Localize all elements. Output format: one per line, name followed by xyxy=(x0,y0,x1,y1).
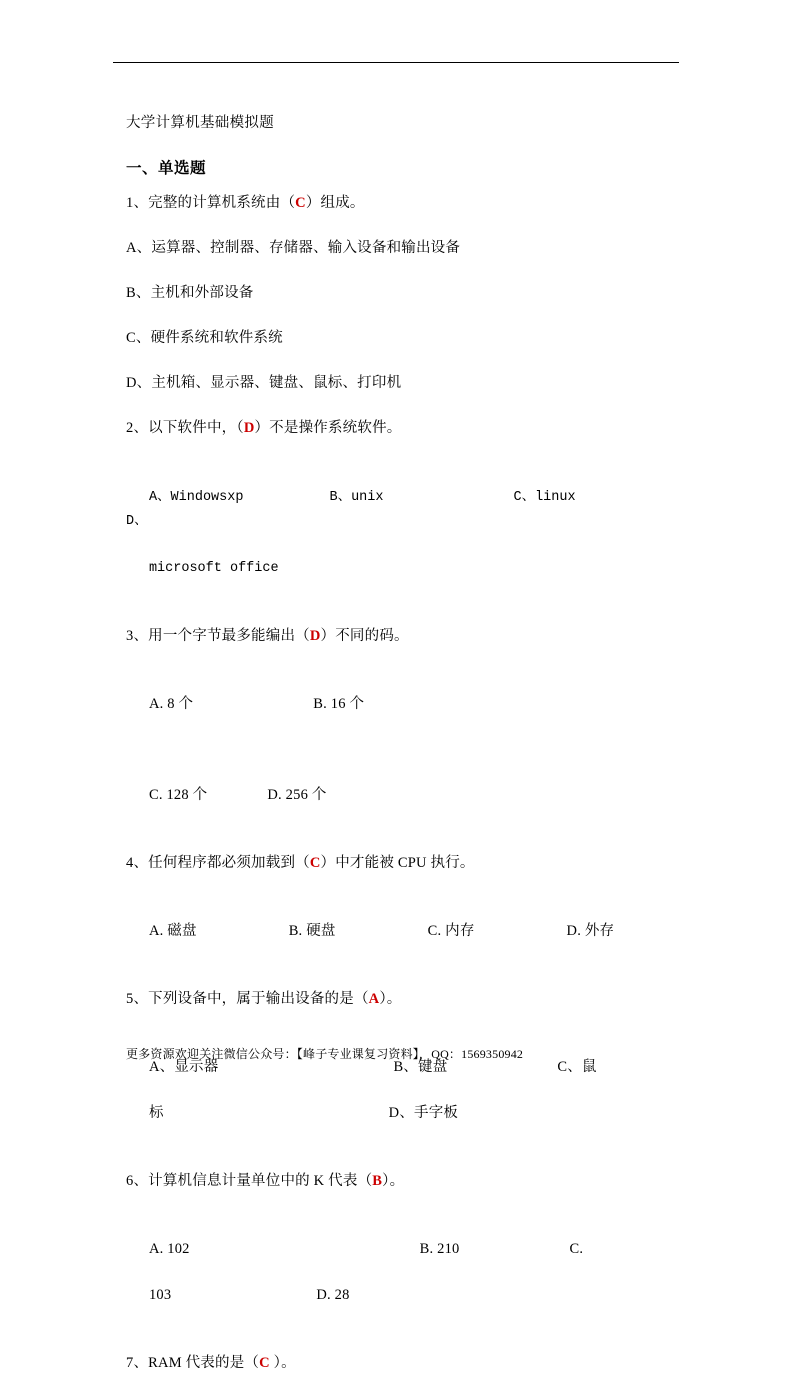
question-4-stem-before: 4、任何程序都必须加载到（ xyxy=(126,855,310,871)
question-2-stem-after: ）不是操作系统软件。 xyxy=(254,420,402,436)
question-5-option-a: A、显示器 xyxy=(148,1059,219,1075)
question-2-options xyxy=(126,462,686,603)
question-1-stem-before: 1、完整的计算机系统由（ xyxy=(126,195,296,211)
question-5-stem-after: ）。 xyxy=(379,991,402,1007)
question-4-answer: C xyxy=(309,855,321,871)
question-3-stem-after: ）不同的码。 xyxy=(320,628,409,644)
question-3-option-d: D. 256 个 xyxy=(267,787,327,803)
document-body xyxy=(126,112,686,1397)
question-3-options-row2 xyxy=(126,761,686,830)
question-4-option-a: A. 磁盘 xyxy=(148,923,197,939)
question-2-option-b: B、unix xyxy=(329,490,384,505)
question-2-stem-before: 2、以下软件中，（ xyxy=(126,420,244,436)
question-6-option-c: C. xyxy=(569,1241,584,1257)
question-3-answer: D xyxy=(309,628,321,644)
question-3-option-c: C. 128 个 xyxy=(148,787,208,803)
question-2-answer: D xyxy=(243,420,255,436)
question-5-stem xyxy=(126,988,686,1011)
question-3-stem-before: 3、用一个字节最多能编出（ xyxy=(126,628,310,644)
question-2-stem xyxy=(126,417,686,440)
question-6-option-b: B. 210 xyxy=(419,1241,460,1257)
question-2-option-c: C、linux xyxy=(513,490,576,505)
question-7-stem-before: 7、RAM 代表的是（ xyxy=(126,1355,260,1371)
question-4-option-b: B. 硬盘 xyxy=(288,923,336,939)
question-3-options-row1 xyxy=(126,670,686,739)
question-2-option-d: D、 xyxy=(126,514,148,529)
question-4-options xyxy=(126,897,686,966)
question-2-option-a: A、Windowsxp xyxy=(148,490,244,505)
question-1-option-a: A、运算器、控制器、存储器、输入设备和输出设备 xyxy=(126,240,461,256)
section-heading: 一、单选题 xyxy=(126,160,207,177)
question-1-option-d: D、主机箱、显示器、键盘、鼠标、打印机 xyxy=(126,375,402,391)
question-5-option-b: B、键盘 xyxy=(393,1059,448,1075)
header-divider xyxy=(113,62,679,63)
question-6-option-c-cont: 103 xyxy=(148,1287,172,1303)
question-6-option-a: A. 102 xyxy=(148,1241,190,1257)
question-4-stem-after: ）中才能被 CPU 执行。 xyxy=(320,855,475,871)
question-6-stem-after: ）。 xyxy=(382,1173,405,1189)
question-4-stem xyxy=(126,852,686,875)
question-2-option-d-cont: microsoft office xyxy=(148,561,279,576)
question-4-option-c: C. 内存 xyxy=(427,923,475,939)
page-footer: 更多资源欢迎关注微信公众号：【峰子专业课复习资料】，QQ：1569350942 xyxy=(126,1047,524,1061)
question-5-answer: A xyxy=(368,991,380,1007)
question-5-stem-before: 5、下列设备中，属于输出设备的是（ xyxy=(126,991,369,1007)
question-7-stem-after: ）。 xyxy=(269,1355,296,1371)
question-1-stem xyxy=(126,192,686,215)
question-3-option-b: B. 16 个 xyxy=(313,696,365,712)
question-5-option-c: C、鼠 xyxy=(557,1059,597,1075)
question-1-stem-after: ）组成。 xyxy=(305,195,365,211)
question-3-option-a: A. 8 个 xyxy=(148,696,194,712)
question-7-answer: C xyxy=(259,1355,270,1371)
document-title: 大学计算机基础模拟题 xyxy=(126,115,274,131)
question-6-options xyxy=(126,1215,686,1330)
question-5-option-c-cont: 标 xyxy=(148,1105,164,1121)
question-4-option-d: D. 外存 xyxy=(566,923,615,939)
question-1-option-c: C、硬件系统和软件系统 xyxy=(126,330,283,346)
question-7-stem xyxy=(126,1352,686,1375)
question-5-option-d: D、手字板 xyxy=(388,1105,459,1121)
question-6-option-d: D. 28 xyxy=(316,1287,350,1303)
question-6-answer: B xyxy=(372,1173,383,1189)
question-1-answer: C xyxy=(295,195,306,211)
question-1-option-b: B、主机和外部设备 xyxy=(126,285,254,301)
question-3-stem xyxy=(126,625,686,648)
question-6-stem xyxy=(126,1170,686,1193)
question-6-stem-before: 6、计算机信息计量单位中的 K 代表（ xyxy=(126,1173,373,1189)
